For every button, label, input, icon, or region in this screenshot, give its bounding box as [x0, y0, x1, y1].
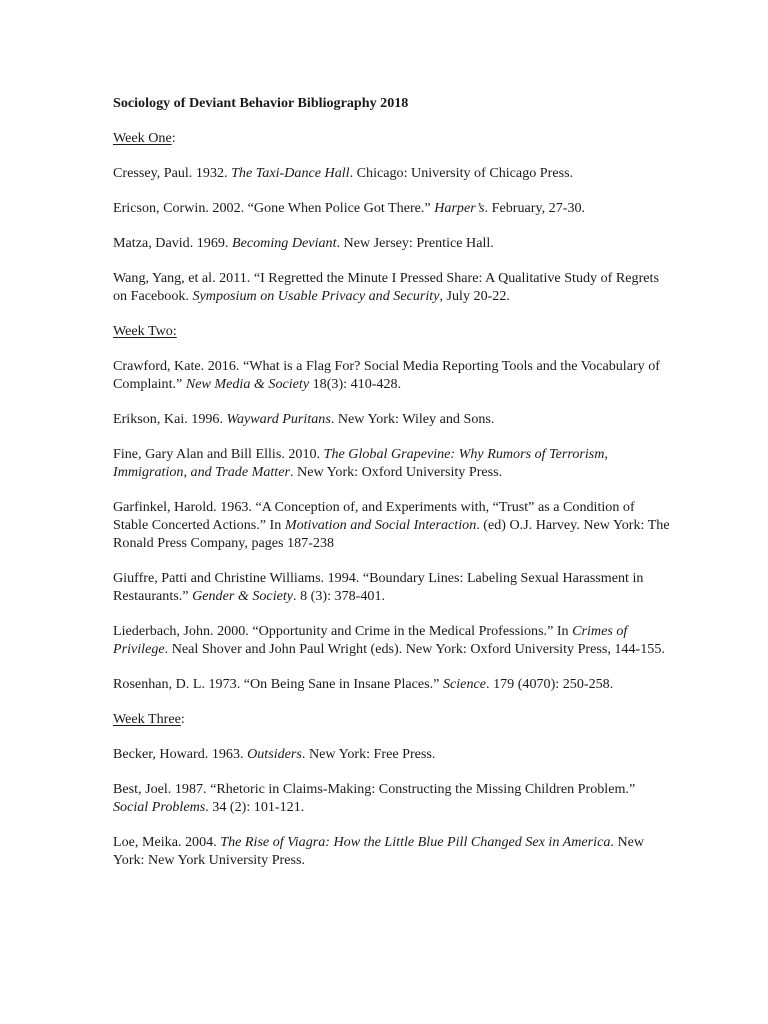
- bibliography-entry: [113, 622, 673, 658]
- entry-italic-title: Motivation and Social Interaction: [284, 517, 477, 533]
- entry-italic-title: New Media & Society: [185, 376, 310, 392]
- entry-text: Garfinkel, Harold. 1963. “A Conception of, and Experiments with, “Trust” as a Condition of Stable Concerted Actions.” In: [113, 499, 635, 533]
- entry-italic-title: Social Problems: [113, 799, 206, 815]
- entry-italic-title: Gender & Society: [192, 588, 294, 604]
- document-content: [113, 94, 673, 886]
- entry-text: . New Jersey: Prentice Hall.: [336, 235, 494, 251]
- bibliography-entry: [113, 164, 673, 182]
- entry-text: Matza, David. 1969.: [113, 235, 232, 251]
- bibliography-entry: [113, 410, 673, 428]
- document-title: Sociology of Deviant Behavior Bibliography 2018: [113, 95, 409, 111]
- entry-text: . New York: Oxford University Press.: [289, 464, 503, 480]
- entry-text: . 8 (3): 378-401.: [293, 588, 386, 604]
- bibliography-entry: [113, 498, 673, 552]
- entry-text: Rosenhan, D. L. 1973. “On Being Sane in Insane Places.”: [113, 676, 443, 692]
- entry-text: Cressey, Paul. 1932.: [113, 165, 232, 181]
- entry-text: , July 20-22.: [439, 288, 510, 304]
- entry-italic-title: The Taxi-Dance Hall: [231, 165, 350, 181]
- bibliography-entry: [113, 234, 673, 252]
- entry-text: Crawford, Kate. 2016. “What is a Flag For? Social Media Reporting Tools and the Vocabulary of Complaint.”: [113, 358, 660, 392]
- entry-text: Wang, Yang, et al. 2011. “I Regretted the Minute I Pressed Share: A Qualitative Study of Regrets on Facebook.: [113, 270, 659, 304]
- entry-text: Becker, Howard. 1963.: [113, 746, 248, 762]
- entry-italic-title: Wayward Puritans: [226, 411, 331, 427]
- entry-text: Ericson, Corwin. 2002. “Gone When Police Got There.”: [113, 200, 435, 216]
- entry-text: . 34 (2): 101-121.: [205, 799, 305, 815]
- entry-text: . February, 27-30.: [484, 200, 586, 216]
- week-heading-suffix: :: [171, 130, 176, 146]
- week-heading: [113, 129, 673, 147]
- entry-text: Liederbach, John. 2000. “Opportunity and Crime in the Medical Professions.” In: [113, 623, 573, 639]
- entry-italic-title: Harper’s: [434, 200, 485, 216]
- bibliography-entry: [113, 199, 673, 217]
- bibliography-entry: [113, 569, 673, 605]
- entry-italic-title: The Rise of Viagra: How the Little Blue Pill Changed Sex in America: [220, 834, 611, 850]
- entry-text: . 179 (4070): 250-258.: [486, 676, 614, 692]
- entry-text: . (ed) O.J. Harvey. New York: The Ronald Press Company, pages 187-238: [113, 517, 670, 551]
- entry-text: . Chicago: University of Chicago Press.: [349, 165, 574, 181]
- entry-text: Best, Joel. 1987. “Rhetoric in Claims-Making: Constructing the Missing Children Problem.”: [113, 781, 636, 797]
- week-heading: [113, 710, 673, 728]
- entry-italic-title: Science: [442, 676, 487, 692]
- bibliography-entry: [113, 675, 673, 693]
- bibliography-entry: [113, 780, 673, 816]
- entry-text: . New York: Wiley and Sons.: [330, 411, 495, 427]
- bibliography-entry: [113, 269, 673, 305]
- bibliography-sections: [113, 129, 673, 869]
- entry-italic-title: Crimes of Privilege: [113, 623, 628, 657]
- entry-text: . New York: Free Press.: [301, 746, 436, 762]
- entry-italic-title: Outsiders: [247, 746, 302, 762]
- entry-text: Fine, Gary Alan and Bill Ellis. 2010.: [113, 446, 324, 462]
- week-heading-label: Week Three: [113, 711, 181, 727]
- entry-text: Erikson, Kai. 1996.: [113, 411, 227, 427]
- week-heading-label: Week Two:: [113, 323, 177, 339]
- entry-text: . Neal Shover and John Paul Wright (eds). New York: Oxford University Press, 144-155.: [164, 641, 665, 657]
- week-heading-label: Week One: [113, 130, 172, 146]
- week-heading-suffix: :: [180, 711, 185, 727]
- entry-text: Loe, Meika. 2004.: [113, 834, 221, 850]
- bibliography-entry: [113, 745, 673, 763]
- entry-italic-title: Symposium on Usable Privacy and Security: [192, 288, 440, 304]
- bibliography-entry: [113, 445, 673, 481]
- entry-italic-title: Becoming Deviant: [232, 235, 337, 251]
- week-heading: [113, 322, 673, 340]
- entry-text: 18(3): 410-428.: [309, 376, 402, 392]
- entry-text: . New York: New York University Press.: [113, 834, 645, 868]
- bibliography-entry: [113, 833, 673, 869]
- bibliography-entry: [113, 357, 673, 393]
- entry-text: Giuffre, Patti and Christine Williams. 1994. “Boundary Lines: Labeling Sexual Harassment in Restaurants.”: [113, 570, 644, 604]
- entry-italic-title: The Global Grapevine: Why Rumors of Terrorism, Immigration, and Trade Matter: [113, 446, 608, 480]
